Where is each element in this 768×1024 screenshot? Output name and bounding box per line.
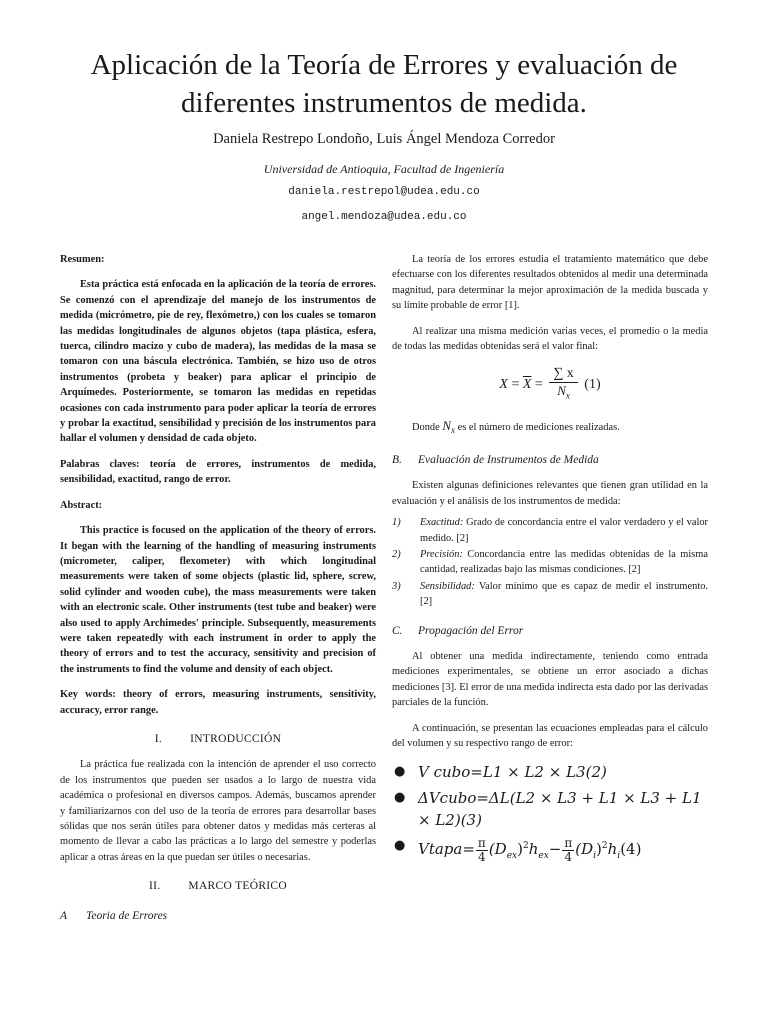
- equation-1: [392, 366, 708, 410]
- section-title: INTRODUCCIÓN: [190, 732, 282, 745]
- list-item: 1) Exactitud: Grado de concordancia entre el valor verdadero y el valor medido. [2]: [392, 517, 708, 544]
- abstract-body: This practice is focused on the application of the theory of errors. It began with the learning of the handling of measuring instruments (micrometer, caliper, flexometer) with which longitudinal measurements were taken of some objects (plastic lid, sphere, screw, solid cylinder and wooden cube), the mass measurements were taken with an electronic scale. Other instruments (test tube and beaker) were also used to apply Archimedes' principle. Subsequently, measurements were taken repeatedly with each instrument in order to apply the theory of errors and to test the accuracy, sensitivity and precision of the instruments to find the volume and density of each object.: [60, 525, 376, 675]
- left-column: [60, 252, 376, 934]
- bullet-icon: ●: [394, 790, 406, 806]
- paragraph-promedio: Al realizar una misma medición varias veces, el promedio o la media de todas las medidas obtenidas será el valor final:: [392, 325, 708, 353]
- subsection-heading-c: [392, 624, 708, 639]
- eq1-tag: (1): [584, 377, 601, 393]
- section-number: I.: [154, 732, 163, 745]
- abstract-heading: Abstract:: [60, 499, 103, 511]
- right-column: [392, 252, 708, 871]
- resumen-body: Esta práctica está enfocada en la aplicación de la teoría de errores. Se comenzó con el aprendizaje del manejo de los instrumentos de medida (micrómetro, pie de rey, flexómetro,) con los cuales se tomaron las medidas longitudinales de algunos objetos (tapa plástica, esfera, tuerca, cilindro macizo y cubo de madera), las medidas de la masa se tomaron con una báscula electrónica. También, se hizo uso de otros instrumentos (probeta y beaker) para aplicar el principio de Arquímedes. Posteriormente, se tomaron las medidas en repetidas ocasiones con cada instrumento para poder aplicar la teoría de errores y probar la exactitud, sensibilidad y precisión de los instrumentos para hallar el volumen y densidad de cada objeto.: [60, 279, 376, 445]
- eq1-equals: =: [511, 377, 520, 393]
- bullet-icon: ●: [394, 838, 406, 854]
- eq1-numerator: ∑ x: [549, 366, 577, 382]
- subsection-title: Teoria de Errores: [86, 909, 168, 922]
- eq1-lhs: X: [499, 377, 508, 393]
- subsection-heading-b: [392, 453, 708, 468]
- eq1-mean: $\overline{X}$: [522, 377, 532, 393]
- subsection-letter: C.: [392, 624, 403, 637]
- subsection-title: Propagación del Error: [418, 624, 524, 637]
- section-heading-introduccion: [60, 732, 376, 747]
- eq1-denominator: $N_x$: [557, 382, 570, 401]
- paragraph-definiciones: Existen algunas definiciones relevantes que tienen gran utilidad en la evaluación y el análisis de los instrumentos de medida:: [392, 480, 708, 507]
- list-item: 2) Precisión: Concordancia entre las medidas obtenidas de la misma cantidad, realizadas bajo las mismas condiciones. [2]: [392, 548, 708, 576]
- key-words: Key words: theory of errors, measuring instruments, sensitivity, accuracy, error range.: [60, 689, 376, 716]
- section-number: II.: [148, 880, 161, 893]
- palabras-claves: Palabras claves: teoría de errores, instrumentos de medida, sensibilidad, exactitud, rango de error.: [60, 458, 376, 486]
- subsection-letter: A: [60, 909, 68, 922]
- intro-paragraph: La práctica fue realizada con la intención de aprender el uso correcto de los instrumentos que pueden ser usados a lo largo de nuestra vida académica o profesional en diversos campos. Además, buscamos aprender y familiarizarnos con del uso de la teoría de errores para desarrollar bases sólidas que nos serán útiles para obtener datos y medidas más certeras al momento de llevar a cabo las prácticas a lo largo del semestre y poderlas aplicar a otras áreas en la que puedan ser útiles o necesarias.: [60, 759, 376, 863]
- paragraph-propagacion: Al obtener una medida indirectamente, teniendo como entrada mediciones experimentales, se obtiene un error asociado a dichas mediciones [3]. El error de una medida indirecta esta dado por las derivadas parciales de la función.: [392, 650, 708, 709]
- email-1: daniela.restrepol@udea.edu.co: [288, 186, 480, 198]
- paragraph-ecuaciones: A continuación, se presentan las ecuaciones empleadas para el cálculo del volumen y su respectivo rango de error:: [392, 722, 708, 750]
- equation-4: ● Vtapa= $\frac{\pi}{4}$ $(D_{ex})^2h_{ex}-$ $\frac{\pi}{4}$ $(D_i)^2h_i(4)$: [394, 835, 642, 864]
- authors: Daniela Restrepo Londoño, Luis Ángel Mendoza Corredor: [213, 131, 555, 147]
- list-item: 3) Sensibilidad: Valor mínimo que es capaz de medir el instrumento. [2]: [392, 580, 708, 608]
- paper-title: Aplicación de la Teoría de Errores y evaluación de diferentes instrumentos de medida.: [90, 49, 678, 119]
- equations-list: [392, 761, 708, 867]
- affiliation: Universidad de Antioquia, Facultad de Ingeniería: [263, 162, 505, 176]
- equation-2: ● V cubo=L1 × L2 × L3(2): [394, 763, 607, 782]
- subsection-letter: B.: [392, 453, 402, 466]
- definitions-list: [392, 515, 708, 609]
- eq1-fraction: [549, 366, 577, 403]
- bullet-icon: ●: [394, 764, 406, 780]
- paragraph-teoria: La teoría de los errores estudia el tratamiento matemático que debe efectuarse con los diferentes resultados obtenidos al medir una determinada magnitud, para determinar la mejor aproximación de la medida buscada y su límite probable de error [1].: [392, 254, 708, 312]
- subsection-heading-a: [60, 909, 376, 924]
- equation-3: ● ΔVcubo=ΔL(L2 × L3 + L1 × L3 + L1 × L2)(3): [394, 789, 702, 830]
- eq1-equals-2: =: [534, 377, 543, 393]
- section-title: MARCO TEÓRICO: [188, 880, 287, 893]
- subsection-title: Evaluación de Instrumentos de Medida: [418, 453, 599, 466]
- resumen-heading: Resumen:: [60, 254, 105, 265]
- email-2: angel.mendoza@udea.edu.co: [301, 211, 467, 223]
- paragraph-donde: Donde $N_x$ es el número de mediciones realizadas.: [412, 418, 620, 436]
- section-heading-marco-teorico: [60, 879, 376, 894]
